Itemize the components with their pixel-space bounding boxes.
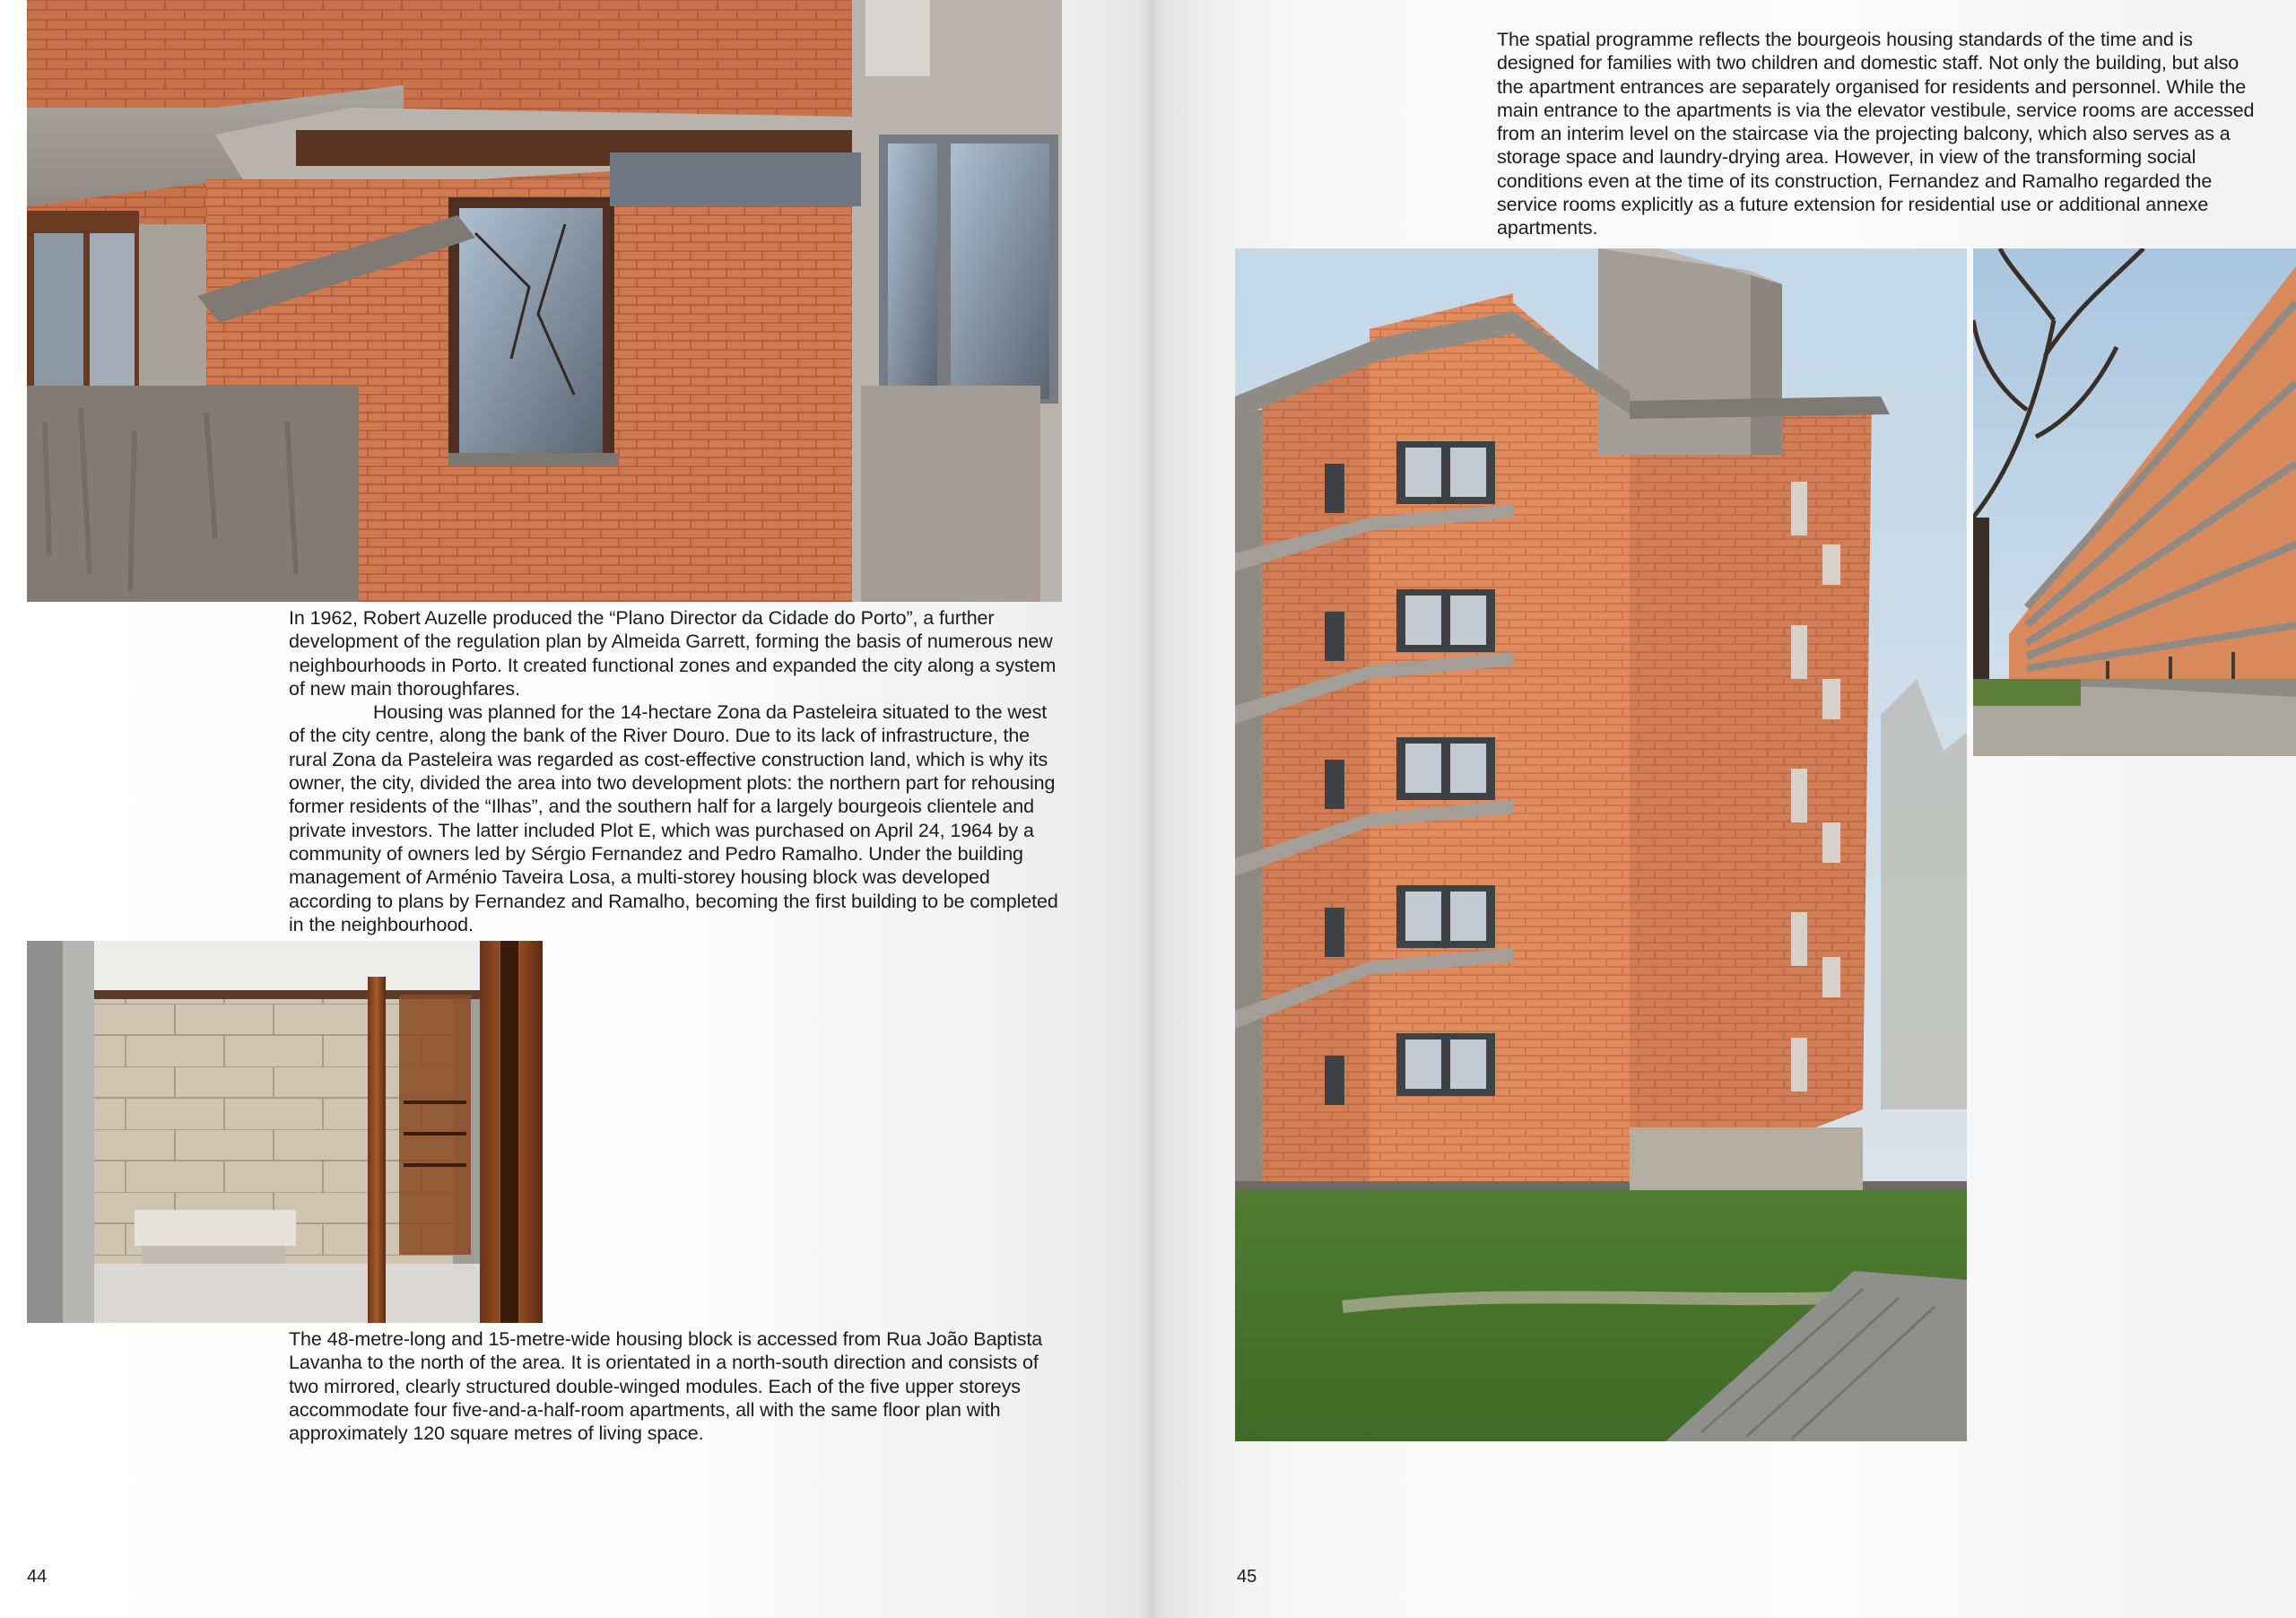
right-body-text	[1497, 28, 2264, 240]
page-number-left: 44	[27, 1567, 48, 1587]
left-body-text-upper	[289, 606, 1065, 936]
facade-detail-photo	[27, 0, 1062, 602]
right-page	[1150, 0, 2296, 1618]
paragraph-pasteleira: Housing was planned for the 14-hectare Zona da Pasteleira situated to the west of the city centre, along the bank of the River Douro. Due to its lack of infrastructure, the rural Zona da Pasteleira was regarded as cost-effective construction land, which is why its owner, the city, divided the area into two development plots: the northern part for rehousing former residents of the “Ilhas”, and the southern half for a largely bourgeois clientele and private investors. The latter included Plot E, which was purchased on April 24, 1964 by a community of owners led by Sérgio Fernandez and Pedro Ramalho. Under the building management of Arménio Taveira Losa, a multi-storey housing block was developed according to plans by Fernandez and Ramalho, becoming the first building to be completed in the neighbourhood.	[289, 701, 1058, 935]
page-number-right: 45	[1237, 1567, 1257, 1587]
book-gutter-shadow	[1139, 0, 1161, 1618]
left-body-text-lower	[289, 1327, 1065, 1445]
paragraph-spatial-programme: The spatial programme reflects the bourgeois housing standards of the time and is designed for families with two children and domestic staff. Not only the building, but also the apartment entrances are separately organised for residents and personnel. While the main entrance to the apartments is via the elevator vestibule, service rooms are accessed from an interim level on the staircase via the projecting balcony, which also serves as a storage space and laundry-drying area. However, in view of the transforming social conditions even at the time of its construction, Fernandez and Ramalho regarded the service rooms explicitly as a future extension for residential use or additional annexe apartments.	[1497, 29, 2255, 239]
paragraph-housing-block: The 48-metre-long and 15-metre-wide housing block is accessed from Rua João Baptista Lavanha to the north of the area. It is orientated in a north-south direction and consists of two mirrored, clearly structured double-winged modules. Each of the five upper storeys accommodate four five-and-a-half-room apartments, all with the same floor plan with approximately 120 square metres of living space.	[289, 1328, 1043, 1445]
housing-block-long-view-photo	[1973, 248, 2296, 756]
housing-block-tower-photo	[1235, 248, 1967, 1441]
paragraph-auzelle: In 1962, Robert Auzelle produced the “Plano Director da Cidade do Porto”, a further development of the regulation plan by Almeida Garrett, forming the basis of numerous new neighbourhoods in Porto. It created functional zones and expanded the city along a system of new main thoroughfares.	[289, 607, 1057, 700]
entrance-vestibule-photo	[27, 941, 543, 1323]
